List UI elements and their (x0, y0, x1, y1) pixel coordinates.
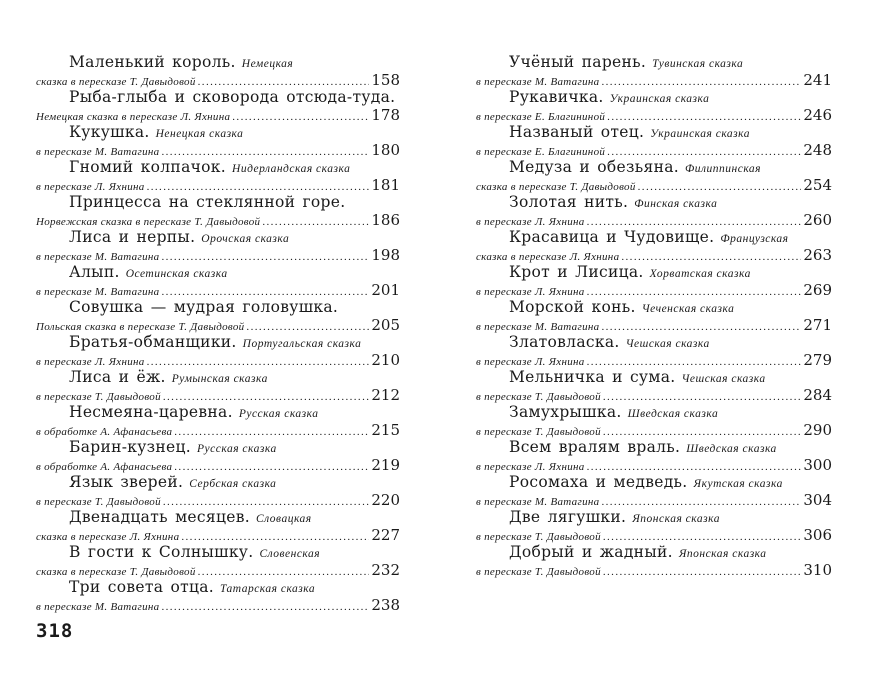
toc-entry[interactable] (36, 87, 400, 122)
tale-title: Медуза и обезьяна. (509, 158, 679, 176)
entry-page-number[interactable]: 212 (371, 386, 400, 404)
toc-entry[interactable] (476, 332, 832, 367)
tale-origin: Словенская (259, 548, 321, 560)
toc-entry-heading (36, 262, 400, 281)
toc-entry-heading (36, 402, 400, 421)
entry-page-number[interactable]: 290 (803, 421, 832, 439)
toc-entry-leader-line (36, 386, 400, 402)
tale-title: Всем вралям враль. (509, 438, 681, 456)
toc-entry-leader-line (36, 106, 400, 122)
tale-origin: Татарская сказка (220, 583, 316, 595)
toc-entry[interactable] (36, 157, 400, 192)
translator-credit: в пересказе Е. Благининой (476, 146, 606, 158)
entry-page-number[interactable]: 310 (803, 561, 832, 579)
entry-page-number[interactable]: 215 (371, 421, 400, 439)
toc-entry[interactable] (476, 472, 832, 507)
toc-entry-heading (36, 507, 400, 526)
translator-credit: в пересказе Л. Яхнина (36, 181, 145, 193)
tale-origin: Чешская сказка (625, 338, 710, 350)
toc-entry-heading (476, 437, 832, 456)
tale-origin: Шведская сказка (686, 443, 777, 455)
entry-page-number[interactable]: 210 (371, 351, 400, 369)
toc-entry[interactable] (476, 297, 832, 332)
tale-title: Маленький король. (69, 53, 236, 71)
translator-credit: в пересказе Т. Давыдовой (476, 566, 601, 578)
toc-entry-heading (36, 542, 400, 561)
toc-entry-heading (36, 332, 400, 351)
toc-entry[interactable] (36, 577, 400, 612)
tale-title: В гости к Солнышку. (69, 543, 254, 561)
toc-entry-heading (476, 402, 832, 421)
tale-origin: Нидерландская сказка (232, 163, 351, 175)
tale-title: Лиса и ёж. (69, 368, 166, 386)
toc-entry-leader-line (476, 351, 832, 367)
entry-page-number[interactable]: 246 (803, 106, 832, 124)
translator-credit: в обработке А. Афанасьева (36, 426, 173, 438)
toc-entry-leader-line (36, 281, 400, 297)
dot-leader (603, 566, 801, 578)
tale-origin: Немецкая (241, 58, 294, 70)
toc-entry-heading (476, 542, 832, 561)
toc-entry[interactable] (476, 122, 832, 157)
toc-entry[interactable] (476, 157, 832, 192)
tale-origin: Филиппинская (685, 163, 762, 175)
translator-credit: в пересказе Т. Давыдовой (36, 496, 161, 508)
entry-page-number[interactable]: 220 (371, 491, 400, 509)
entry-page-number[interactable]: 241 (803, 71, 832, 89)
translator-credit: в пересказе Т. Давыдовой (476, 391, 601, 403)
toc-entry-leader-line (36, 246, 400, 262)
toc-entry[interactable] (36, 542, 400, 577)
translator-credit: в пересказе М. Ватагина (36, 251, 160, 263)
entry-page-number[interactable]: 284 (803, 386, 832, 404)
toc-entry-heading (36, 157, 400, 176)
entry-page-number[interactable]: 158 (371, 71, 400, 89)
translator-credit: в пересказе Т. Давыдовой (476, 426, 601, 438)
tale-origin: Русская сказка (238, 408, 319, 420)
entry-page-number[interactable]: 300 (803, 456, 832, 474)
toc-entry-leader-line (36, 71, 400, 87)
toc-entry-leader-line (36, 211, 400, 227)
toc-entry[interactable] (476, 52, 832, 87)
toc-entry-leader-line (476, 281, 832, 297)
tale-title: Названый отец. (509, 123, 645, 141)
tale-title: Красавица и Чудовище. (509, 228, 715, 246)
tale-origin: Ненецкая сказка (155, 128, 244, 140)
tale-title: Мельничка и сума. (509, 368, 676, 386)
toc-entry-heading (476, 87, 832, 106)
toc-entry[interactable] (476, 87, 832, 122)
toc-entry[interactable] (36, 52, 400, 87)
toc-entry[interactable] (476, 437, 832, 472)
entry-page-number[interactable]: 201 (371, 281, 400, 299)
translator-credit: в пересказе Л. Яхнина (476, 356, 585, 368)
toc-entry-heading (36, 192, 400, 211)
entry-page-number[interactable]: 178 (371, 106, 400, 124)
tale-title: Морской конь. (509, 298, 636, 316)
translator-credit: в пересказе М. Ватагина (36, 601, 160, 613)
tale-origin: Финская сказка (634, 198, 718, 210)
tale-title: Двенадцать месяцев. (69, 508, 250, 526)
toc-entry-leader-line (36, 421, 400, 437)
toc-entry-heading (476, 52, 832, 71)
toc-entry[interactable] (36, 437, 400, 472)
toc-entry-leader-line (476, 141, 832, 157)
tale-origin: Хорватская сказка (649, 268, 751, 280)
toc-entry[interactable] (36, 297, 400, 332)
translator-credit: сказка в пересказе Л. Яхнина (36, 531, 180, 543)
tale-origin: Украинская сказка (650, 128, 751, 140)
translator-credit: сказка в пересказе Т. Давыдовой (36, 566, 196, 578)
translator-credit: сказка в пересказе Т. Давыдовой (476, 181, 636, 193)
tale-origin: Осетинская сказка (125, 268, 228, 280)
entry-page-number[interactable]: 306 (803, 526, 832, 544)
entry-page-number[interactable]: 279 (803, 351, 832, 369)
tale-origin: Чешская сказка (681, 373, 766, 385)
toc-entry-heading (36, 87, 400, 106)
toc-entry-leader-line (36, 316, 400, 332)
page-number: 318 (36, 620, 74, 642)
tale-origin: Тувинская сказка (652, 58, 744, 70)
translator-credit: в пересказе Т. Давыдовой (476, 531, 601, 543)
toc-entry[interactable] (476, 402, 832, 437)
toc-entry-leader-line (36, 561, 400, 577)
translator-credit: в пересказе Л. Яхнина (476, 461, 585, 473)
entry-page-number[interactable]: 238 (371, 596, 400, 614)
tale-origin: Французская (720, 233, 789, 245)
entry-page-number[interactable]: 227 (371, 526, 400, 544)
toc-entry-heading (476, 332, 832, 351)
entry-page-number[interactable]: 186 (371, 211, 400, 229)
toc-entry[interactable] (36, 122, 400, 157)
tale-title: Язык зверей. (69, 473, 184, 491)
tale-origin: Орочская сказка (201, 233, 290, 245)
toc-entry[interactable] (476, 507, 832, 542)
toc-entry-leader-line (36, 456, 400, 472)
entry-page-number[interactable]: 260 (803, 211, 832, 229)
toc-left-column (36, 52, 400, 612)
tale-origin: Русская сказка (197, 443, 277, 455)
toc-entry[interactable] (476, 262, 832, 297)
toc-entry-leader-line (36, 491, 400, 507)
toc-entry-heading (476, 507, 832, 526)
tale-title: Три совета отца. (69, 578, 215, 596)
toc-entry-leader-line (476, 246, 832, 262)
toc-entry-heading (36, 297, 400, 316)
tale-title: Златовласка. (509, 333, 620, 351)
tale-origin: Словацкая (255, 513, 312, 525)
toc-entry-leader-line (476, 526, 832, 542)
toc-entry-leader-line (36, 351, 400, 367)
toc-entry[interactable] (36, 507, 400, 542)
translator-credit: в пересказе Л. Яхнина (476, 286, 585, 298)
tale-origin: Сербская сказка (189, 478, 277, 490)
toc-entry-heading (36, 367, 400, 386)
entry-page-number[interactable]: 232 (371, 561, 400, 579)
translator-credit: Польская сказка в пересказе Т. Давыдовой (36, 321, 245, 333)
translator-credit: в обработке А. Афанасьева (36, 461, 173, 473)
tale-origin: Чеченская сказка (641, 303, 735, 315)
toc-entry-leader-line (476, 316, 832, 332)
toc-entry-leader-line (36, 141, 400, 157)
translator-credit: в пересказе М. Ватагина (36, 146, 160, 158)
translator-credit: в пересказе Л. Яхнина (476, 216, 585, 228)
toc-entry-leader-line (476, 176, 832, 192)
tale-origin: Японская сказка (678, 548, 767, 560)
toc-entry-heading (36, 122, 400, 141)
translator-credit: в пересказе М. Ватагина (476, 496, 600, 508)
dot-leader (161, 601, 369, 613)
tale-title: Добрый и жадный. (509, 543, 673, 561)
translator-credit: сказка в пересказе Т. Давыдовой (36, 76, 196, 88)
tale-title: Рукавичка. (509, 88, 604, 106)
toc-entry-heading (36, 577, 400, 596)
toc-entry-heading (476, 367, 832, 386)
tale-title: Лиса и нерпы. (69, 228, 196, 246)
tale-title: Принцесса на стеклянной горе. (69, 193, 346, 211)
toc-entry-leader-line (476, 211, 832, 227)
toc-entry-leader-line (476, 421, 832, 437)
toc-entry[interactable] (476, 192, 832, 227)
tale-title: Учёный парень. (509, 53, 647, 71)
toc-entry[interactable] (36, 262, 400, 297)
toc-entry-heading (36, 52, 400, 71)
tale-title: Совушка — мудрая головушка. (69, 298, 339, 316)
entry-page-number[interactable]: 180 (371, 141, 400, 159)
entry-page-number[interactable]: 198 (371, 246, 400, 264)
toc-entry-heading (476, 297, 832, 316)
entry-page-number[interactable]: 205 (371, 316, 400, 334)
toc-entry[interactable] (36, 192, 400, 227)
entry-page-number[interactable]: 263 (803, 246, 832, 264)
tale-origin: Португальская сказка (242, 338, 362, 350)
toc-entry[interactable] (36, 367, 400, 402)
toc-entry-heading (36, 227, 400, 246)
toc-entry-leader-line (36, 526, 400, 542)
toc-entry[interactable] (476, 542, 832, 577)
tale-title: Замухрышка. (509, 403, 622, 421)
translator-credit: Норвежская сказка в пересказе Т. Давыдовой (36, 216, 261, 228)
toc-entry-heading (476, 157, 832, 176)
translator-credit: в пересказе Т. Давыдовой (36, 391, 161, 403)
entry-page-number[interactable]: 248 (803, 141, 832, 159)
tale-title: Барин-кузнец. (69, 438, 192, 456)
toc-right-column (476, 52, 832, 577)
tale-origin: Румынская сказка (171, 373, 268, 385)
tale-title: Кукушка. (69, 123, 150, 141)
toc-entry-leader-line (476, 491, 832, 507)
toc-entry-heading (36, 437, 400, 456)
toc-entry-heading (476, 262, 832, 281)
toc-entry[interactable] (36, 332, 400, 367)
tale-origin: Шведская сказка (627, 408, 719, 420)
translator-credit: сказка в пересказе Л. Яхнина (476, 251, 620, 263)
toc-entry[interactable] (36, 402, 400, 437)
tale-title: Алып. (69, 263, 120, 281)
toc-entry-leader-line (476, 561, 832, 577)
entry-page-number[interactable]: 271 (803, 316, 832, 334)
entry-page-number[interactable]: 304 (803, 491, 832, 509)
tale-title: Росомаха и медведь. (509, 473, 688, 491)
toc-entry[interactable] (36, 227, 400, 262)
tale-title: Две лягушки. (509, 508, 627, 526)
toc-entry-leader-line (36, 176, 400, 192)
toc-entry-heading (476, 472, 832, 491)
translator-credit: Немецкая сказка в пересказе Л. Яхнина (36, 111, 231, 123)
tale-title: Гномий колпачок. (69, 158, 227, 176)
toc-entry[interactable] (476, 367, 832, 402)
toc-entry-leader-line (476, 386, 832, 402)
tale-title: Крот и Лисица. (509, 263, 644, 281)
entry-page-number[interactable]: 181 (371, 176, 400, 194)
toc-entry[interactable] (476, 227, 832, 262)
translator-credit: в пересказе Л. Яхнина (36, 356, 145, 368)
tale-title: Братья-обманщики. (69, 333, 237, 351)
toc-entry[interactable] (36, 472, 400, 507)
toc-entry-heading (476, 122, 832, 141)
tale-origin: Японская сказка (632, 513, 720, 525)
entry-page-number[interactable]: 254 (803, 176, 832, 194)
toc-entry-heading (36, 472, 400, 491)
translator-credit: в пересказе Е. Благининой (476, 111, 606, 123)
translator-credit: в пересказе М. Ватагина (36, 286, 160, 298)
entry-page-number[interactable]: 219 (371, 456, 400, 474)
tale-origin: Якутская сказка (693, 478, 783, 490)
toc-entry-heading (476, 192, 832, 211)
toc-entry-leader-line (476, 71, 832, 87)
toc-entry-leader-line (36, 596, 400, 612)
tale-title: Золотая нить. (509, 193, 629, 211)
tale-title: Несмеяна-царевна. (69, 403, 233, 421)
toc-entry-leader-line (476, 106, 832, 122)
translator-credit: в пересказе М. Ватагина (476, 76, 600, 88)
translator-credit: в пересказе М. Ватагина (476, 321, 600, 333)
tale-title: Рыба-глыба и сковорода отсюда-туда. (69, 88, 396, 106)
tale-origin: Украинская сказка (609, 93, 710, 105)
toc-entry-leader-line (476, 456, 832, 472)
toc-entry-heading (476, 227, 832, 246)
entry-page-number[interactable]: 269 (803, 281, 832, 299)
